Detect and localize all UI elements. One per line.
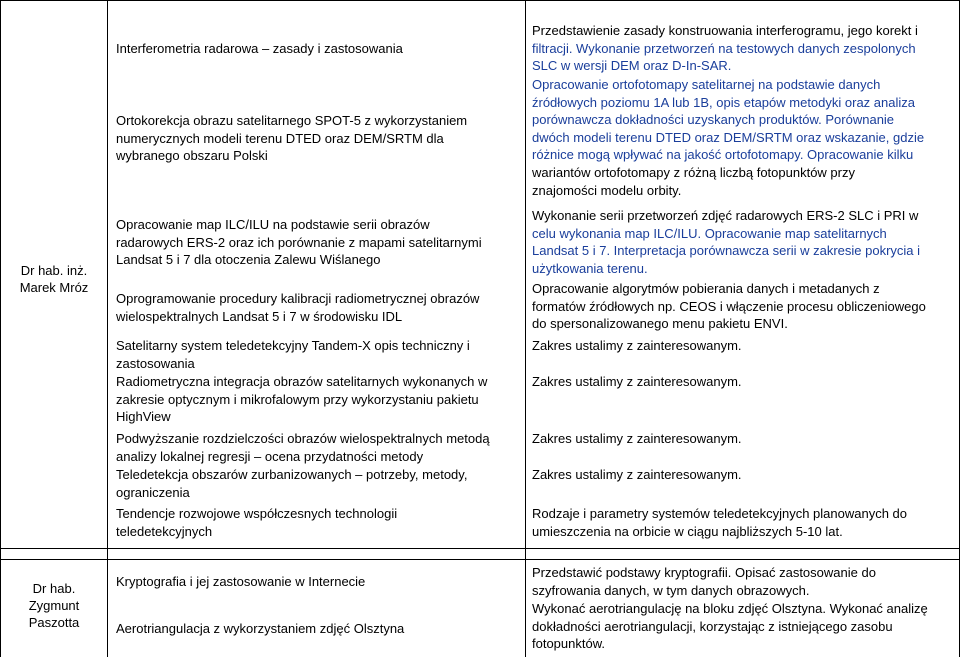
row-divider (0, 559, 960, 560)
table-top-border (0, 0, 960, 1)
topic-title-line: Oprogramowanie procedury kalibracji radiometrycznej obrazów (116, 291, 480, 306)
supervisor-name-line: Dr hab. inż. (20, 263, 88, 278)
topic-description-line: Zakres ustalimy z zainteresowanym. (532, 338, 742, 353)
topic-title-line: zakresie optycznym i mikrofalowym przy wykorzystaniu pakietu (116, 391, 479, 407)
topic-title-line: Aerotriangulacja z wykorzystaniem zdjęć Olsztyna (116, 621, 405, 636)
topic-description-line: SLC w wersji DEM oraz D-In-SAR. (532, 58, 732, 74)
topic-title-line: Teledetekcja obszarów zurbanizowanych – potrzeby, metody, (116, 467, 468, 482)
topic-description-line: Rodzaje i parametry systemów teledetekcyjnych planowanych do (532, 506, 908, 521)
topic-title-line: Opracowanie map ILC/ILU na podstawie serii obrazów (116, 217, 430, 232)
topic-description-line: fotopunktów. (532, 636, 605, 652)
topic-description-line: filtracji. Wykonanie przetworzeń na testowych danych zespolonych (532, 40, 916, 56)
topic-description-line: Zakres ustalimy z zainteresowanym. (532, 431, 742, 446)
topic-title-line: numerycznych modeli terenu DTED oraz DEM/SRTM dla (116, 130, 444, 146)
topic-title-line: Kryptografia i jej zastosowanie w Internecie (116, 574, 366, 589)
topic-description-line: do spersonalizowanego menu pakietu ENVI. (532, 316, 788, 332)
topic-title-line: Tendencje rozwojowe współczesnych technologii (116, 506, 398, 521)
topic-description-line: Opracowanie algorytmów pobierania danych i metadanych z (532, 281, 880, 296)
topic-title-line: radarowych ERS-2 oraz ich porównanie z mapami satelitarnymi (116, 234, 482, 250)
topic-title-line: Satelitarny system teledetekcyjny Tandem-X opis techniczny i (116, 338, 470, 353)
topic-description-line: źródłowych poziomu 1A lub 1B, opis etapów metodyki oraz analiza (532, 94, 915, 110)
supervisor-name (1, 580, 107, 631)
topic-title-line: ograniczenia (116, 484, 190, 500)
topic-description-line: Przedstawienie zasady konstruowania interferogramu, jego korekt i (532, 23, 918, 38)
topic-title-line: wybranego obszaru Polski (116, 148, 268, 164)
topic-description-line: formatów źródłowych np. CEOS i włączenie procesu obliczeniowego (532, 298, 926, 314)
topic-title-line: teledetekcyjnych (116, 523, 213, 539)
topic-description-line: szyfrowania danych, w tym danych obrazowych. (532, 582, 810, 598)
topic-description-line: porównawcza dokładności uzyskanych produktów. Porównanie (532, 112, 895, 128)
topic-description-line: znajomości modelu orbity. (532, 182, 682, 198)
topic-description-line: Zakres ustalimy z zainteresowanym. (532, 374, 742, 389)
topic-title-line: analizy lokalnej regresji – ocena przydatności metody (116, 448, 424, 464)
supervisor-name-line: Marek Mróz (19, 280, 89, 295)
topic-description-line: różnice mogą wpływać na jakość ortofotomapy. Opracowanie kilku (532, 147, 914, 163)
supervisor-name-line: Dr hab. (32, 581, 76, 596)
topic-description-line: Wykonanie serii przetworzeń zdjęć radarowych ERS-2 SLC i PRI w (532, 208, 919, 223)
supervisor-name-line: Paszotta (28, 615, 80, 630)
topic-description-line: użytkowania terenu. (532, 260, 648, 276)
topic-title-line: Radiometryczna integracja obrazów satelitarnych wykonanych w (116, 374, 488, 389)
topic-title-line: wielospektralnych Landsat 5 i 7 w środowisku IDL (116, 308, 403, 324)
topic-title-line: Interferometria radarowa – zasady i zastosowania (116, 41, 403, 56)
topic-title-line: zastosowania (116, 355, 195, 371)
supervisor-name-line: Zygmunt (28, 598, 80, 613)
topic-description-line: Zakres ustalimy z zainteresowanym. (532, 467, 742, 482)
topic-description-line: Przedstawić podstawy kryptografii. Opisać zastosowanie do (532, 565, 876, 580)
row-divider (0, 548, 960, 549)
topic-description-line: umieszczenia na orbicie w ciągu najbliższych 5-10 lat. (532, 523, 843, 539)
topic-title-line: Podwyższanie rozdzielczości obrazów wielospektralnych metodą (116, 431, 490, 446)
topic-description-line: celu wykonania map ILC/ILU. Opracowanie map satelitarnych (532, 225, 887, 241)
topic-description-line: Wykonać aerotriangulację na bloku zdjęć Olsztyna. Wykonać analizę (532, 601, 928, 616)
topic-description-line: dokładności aerotriangulacji, korzystając z istniejącego zasobu (532, 618, 893, 634)
topic-title-line: Ortokorekcja obrazu satelitarnego SPOT-5 z wykorzystaniem (116, 113, 468, 128)
topic-title-line: Landsat 5 i 7 dla otoczenia Zalewu Wiślanego (116, 252, 381, 268)
topic-description-line: Landsat 5 i 7. Interpretacja porównawcza serii w zakresie pokrycia i (532, 243, 921, 259)
topic-description-line: Opracowanie ortofotomapy satelitarnej na podstawie danych (532, 77, 881, 92)
supervisor-name (1, 262, 107, 296)
topic-description-line: dwóch modeli terenu DTED oraz DEM/SRTM oraz wskazanie, gdzie (532, 129, 925, 145)
topic-description-line: wariantów ortofotomapy z różną liczbą fotopunktów przy (532, 165, 855, 180)
topic-title-line: HighView (116, 409, 171, 425)
